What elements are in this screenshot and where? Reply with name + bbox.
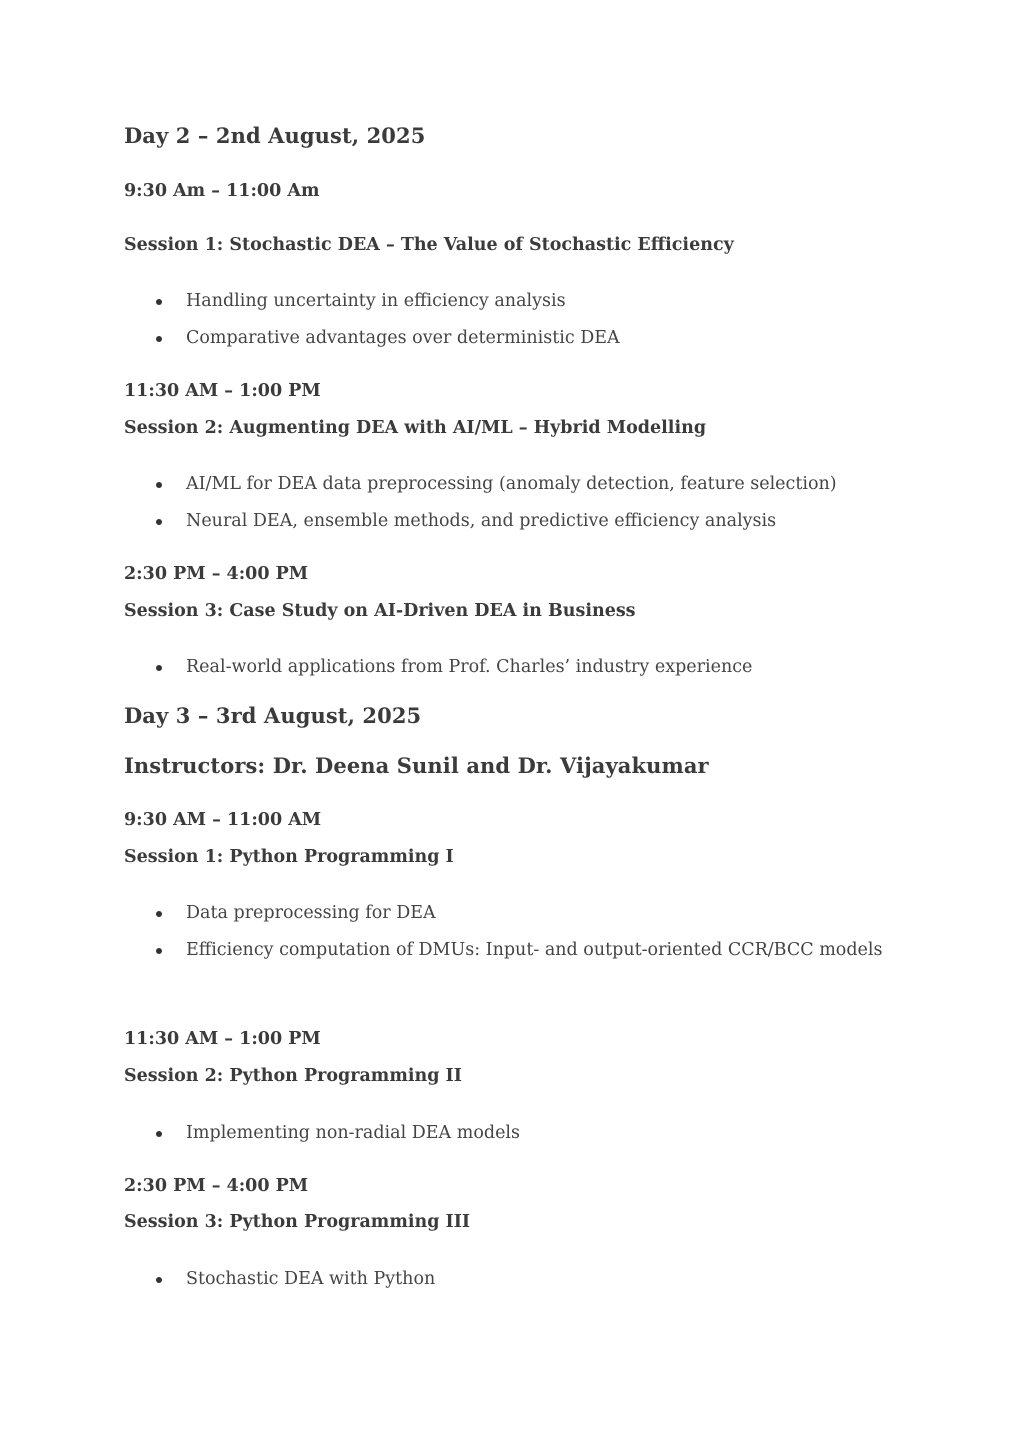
day-3-session-3-list — [124, 1261, 904, 1298]
day-2-session-2-time: 11:30 AM – 1:00 PM — [124, 381, 321, 401]
list-item: Neural DEA, ensemble methods, and predictive efficiency analysis — [124, 503, 904, 540]
bullet-icon — [156, 911, 162, 917]
day-3-heading: Day 3 – 3rd August, 2025 — [124, 703, 422, 728]
day-2-session-2-title: Session 2: Augmenting DEA with AI/ML – Hybrid Modelling — [124, 418, 707, 438]
list-item: Comparative advantages over deterministic DEA — [124, 320, 904, 357]
list-item: Implementing non-radial DEA models — [124, 1115, 904, 1152]
day-3-session-1-list — [124, 895, 904, 969]
day-2-session-3-title: Session 3: Case Study on AI-Driven DEA in Business — [124, 601, 636, 621]
bullet-icon — [156, 1131, 162, 1137]
day-3-session-2-list — [124, 1115, 904, 1152]
list-item: Data preprocessing for DEA — [124, 895, 904, 932]
day-3-session-2-time: 11:30 AM – 1:00 PM — [124, 1029, 321, 1049]
day-3-session-1-time: 9:30 AM – 11:00 AM — [124, 810, 322, 830]
day-2-session-1-title: Session 1: Stochastic DEA – The Value of Stochastic Efficiency — [124, 235, 734, 255]
day-3-session-3-title: Session 3: Python Programming III — [124, 1212, 471, 1232]
bullet-icon — [156, 482, 162, 488]
bullet-icon — [156, 336, 162, 342]
day-2-session-3-time: 2:30 PM – 4:00 PM — [124, 564, 309, 584]
day-2-session-3-list — [124, 649, 904, 686]
bullet-icon — [156, 665, 162, 671]
day-2-session-2-list — [124, 466, 904, 540]
day-3-session-2-title: Session 2: Python Programming II — [124, 1066, 462, 1086]
list-item: Stochastic DEA with Python — [124, 1261, 904, 1298]
bullet-icon — [156, 948, 162, 954]
instructors-heading: Instructors: Dr. Deena Sunil and Dr. Vijayakumar — [124, 753, 709, 778]
bullet-icon — [156, 519, 162, 525]
day-3-session-3-time: 2:30 PM – 4:00 PM — [124, 1176, 309, 1196]
bullet-icon — [156, 299, 162, 305]
list-item: Efficiency computation of DMUs: Input- and output-oriented CCR/BCC models — [124, 932, 904, 969]
list-item: Handling uncertainty in efficiency analysis — [124, 283, 904, 320]
bullet-icon — [156, 1277, 162, 1283]
list-item: Real-world applications from Prof. Charles’ industry experience — [124, 649, 904, 686]
day-2-heading: Day 2 – 2nd August, 2025 — [124, 123, 426, 148]
list-item: AI/ML for DEA data preprocessing (anomaly detection, feature selection) — [124, 466, 904, 503]
day-2-session-1-time: 9:30 Am – 11:00 Am — [124, 181, 320, 201]
day-3-session-1-title: Session 1: Python Programming I — [124, 847, 454, 867]
day-2-session-1-list — [124, 283, 904, 357]
